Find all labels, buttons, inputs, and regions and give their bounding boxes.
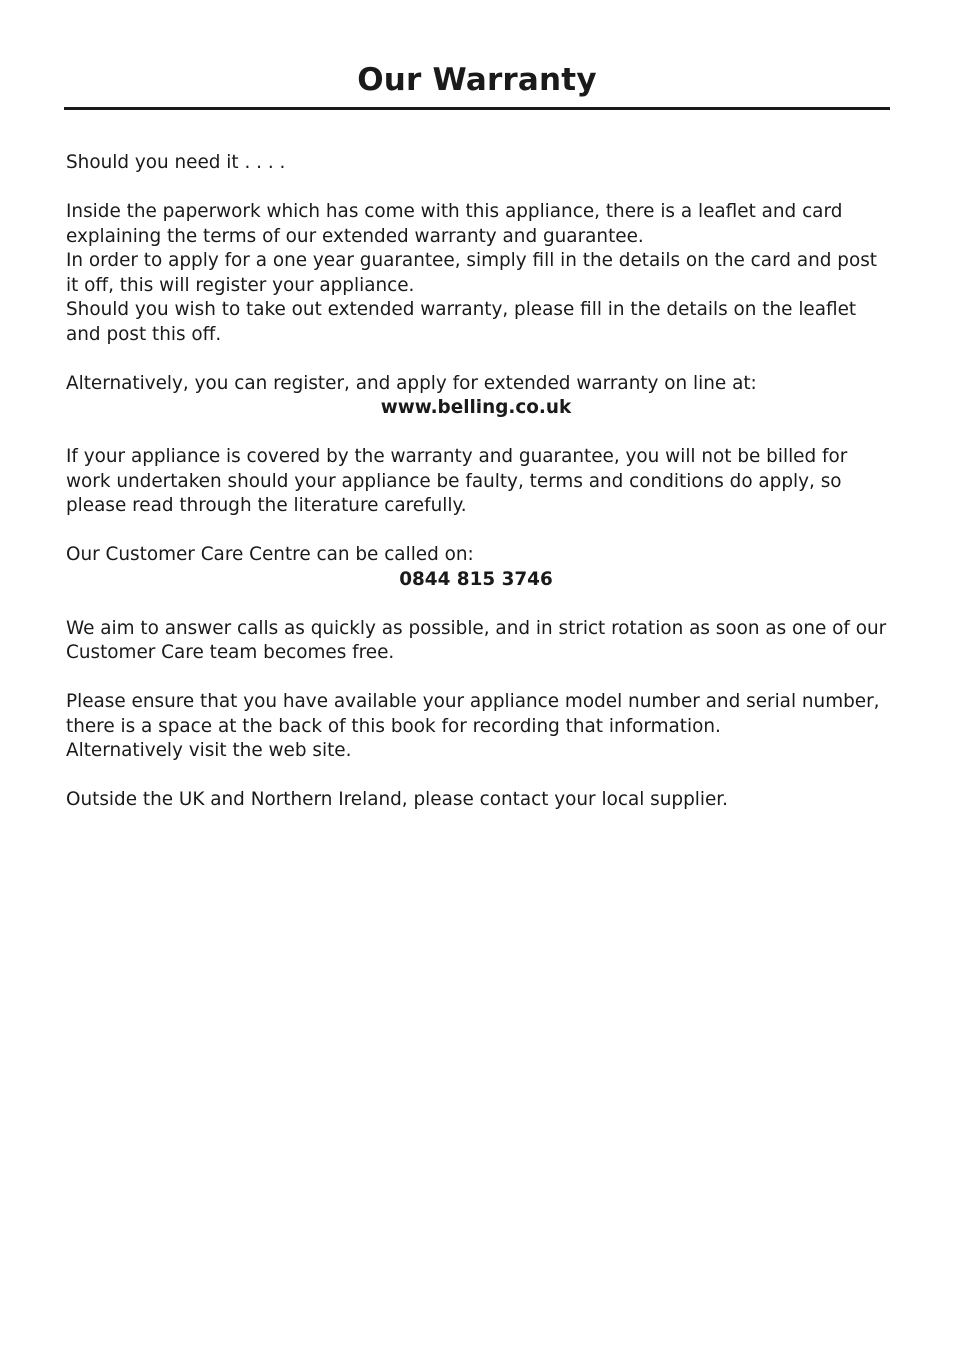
visit-website-line: Alternatively visit the web site. [66,740,352,761]
paperwork-line-1: Inside the paperwork which has come with this appliance, there is a leaflet and card [66,201,843,222]
warranty-body [66,151,890,813]
online-register-line: Alternatively, you can register, and apply for extended warranty on line at: [66,372,757,394]
answer-calls-line-2: Customer Care team becomes free. [66,642,395,663]
guarantee-line-2: it off, this will register your appliance. [66,274,415,296]
outside-uk-line: Outside the UK and Northern Ireland, please contact your local supplier. [66,789,728,810]
page-title: Our Warranty [357,62,597,98]
model-number-line-1: Please ensure that you have available your appliance model number and serial number, [66,691,880,712]
title-underline [64,107,890,110]
intro-line: Should you need it . . . . [66,152,286,173]
coverage-line-1: If your appliance is covered by the warranty and guarantee, you will not be billed for [66,446,848,467]
paperwork-line-2: explaining the terms of our extended warranty and guarantee. [66,225,644,247]
coverage-line-2: work undertaken should your appliance be faulty, terms and conditions do apply, so [66,470,842,492]
guarantee-line-1: In order to apply for a one year guarantee, simply fill in the details on the card and post [66,250,877,271]
customer-care-line: Our Customer Care Centre can be called on: [66,544,474,565]
extended-warranty-line-1: Should you wish to take out extended warranty, please fill in the details on the leaflet [66,299,857,320]
extended-warranty-line-2: and post this off. [66,323,222,345]
coverage-line-3: please read through the literature carefully. [66,495,467,516]
website-link[interactable]: www.belling.co.uk [380,397,572,418]
model-number-line-2: there is a space at the back of this book for recording that information. [66,715,721,737]
phone-number: 0844 815 3746 [399,568,553,590]
answer-calls-line-1: We aim to answer calls as quickly as possible, and in strict rotation as soon as one of our [66,617,887,639]
